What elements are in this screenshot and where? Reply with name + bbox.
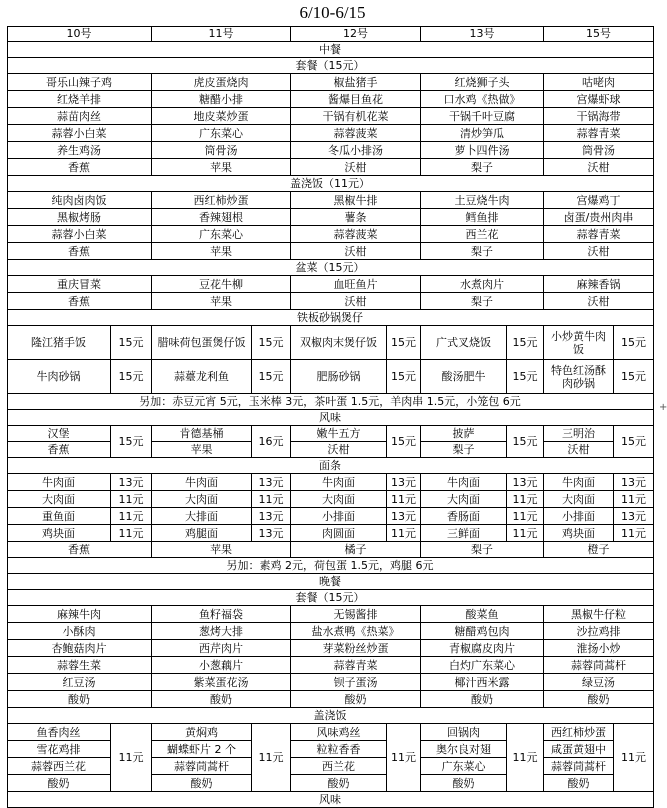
- rice-bowl-item: 广东菜心: [421, 758, 507, 775]
- menu-cell: 小酥肉: [7, 623, 152, 640]
- noodle-item: 重鱼面: [7, 508, 111, 525]
- price-cell: 11元: [507, 525, 544, 542]
- menu-cell: 蒜蓉青菜: [544, 226, 654, 243]
- menu-cell: 沃柑: [291, 293, 421, 310]
- price-cell: 11元: [614, 491, 654, 508]
- price-cell: 13元: [111, 474, 152, 491]
- subsection-title-lunch-set: 套餐（15元）: [7, 58, 654, 74]
- rice-bowl-item: 酸奶: [544, 775, 614, 792]
- menu-cell: 酸奶: [421, 691, 544, 708]
- menu-table: [7, 26, 654, 806]
- price-cell: 11元: [507, 508, 544, 525]
- price-cell: 11元: [252, 724, 291, 792]
- menu-cell: 钡子蛋汤: [291, 674, 421, 691]
- price-cell: 13元: [252, 508, 291, 525]
- price-cell: 16元: [252, 426, 291, 458]
- price-cell: 11元: [614, 525, 654, 542]
- menu-cell: 苹果: [152, 243, 291, 260]
- menu-cell: 酸奶: [7, 691, 152, 708]
- menu-cell: 纯肉卤肉饭: [7, 192, 152, 209]
- menu-cell: 冬瓜小排汤: [291, 142, 421, 159]
- menu-cell: 薯条: [291, 209, 421, 226]
- menu-cell: 沃柑: [544, 159, 654, 176]
- noodle-item: 鸡腿面: [152, 525, 252, 542]
- price-cell: 15元: [614, 426, 654, 458]
- noodle-item: 香肠面: [421, 508, 507, 525]
- claypot-dish: 腊味荷包蛋煲仔饭: [152, 326, 252, 360]
- price-cell: 11元: [387, 724, 421, 792]
- rice-bowl-item: 雪花鸡排: [7, 741, 111, 758]
- noodle-item: 鸡块面: [544, 525, 614, 542]
- menu-cell: 糖醋鸡包肉: [421, 623, 544, 640]
- menu-cell: 广东菜心: [152, 226, 291, 243]
- menu-cell: 萝卜四件汤: [421, 142, 544, 159]
- noodle-item: 肉圆面: [291, 525, 387, 542]
- price-cell: 13元: [507, 474, 544, 491]
- rice-bowl-item: 鱼香肉丝: [7, 724, 111, 741]
- flavor-item: 披萨: [421, 426, 507, 442]
- menu-cell: 杏鲍菇肉片: [7, 640, 152, 657]
- claypot-dish: 特色红汤酥肉砂锅: [544, 360, 614, 394]
- menu-cell: 蒜蓉菠菜: [291, 226, 421, 243]
- flavor-item: 肯德基桶: [152, 426, 252, 442]
- price-cell: 11元: [387, 525, 421, 542]
- menu-cell: 干锅海带: [544, 108, 654, 125]
- side-marker-icon: +: [659, 402, 667, 413]
- price-cell: 13元: [387, 508, 421, 525]
- menu-cell: 梨子: [421, 243, 544, 260]
- menu-cell: 沃柑: [544, 243, 654, 260]
- claypot-dish: 隆江猪手饭: [7, 326, 111, 360]
- menu-cell: 梨子: [421, 293, 544, 310]
- noodle-item: 大排面: [152, 508, 252, 525]
- section-title-dinner: 晚餐: [7, 574, 654, 590]
- noodle-fruit: 苹果: [152, 542, 291, 558]
- menu-cell: 酸奶: [152, 691, 291, 708]
- price-cell: 15元: [111, 426, 152, 458]
- rice-bowl-item: 粒粒香香: [291, 741, 387, 758]
- price-cell: 15元: [507, 360, 544, 394]
- menu-cell: 苹果: [152, 159, 291, 176]
- menu-cell: 蒜蓉茼蒿杆: [544, 657, 654, 674]
- menu-cell: 卤蛋/贵州肉串: [544, 209, 654, 226]
- rice-bowl-item: 蒜蓉茼蒿杆: [152, 758, 252, 775]
- menu-cell: 梨子: [421, 159, 544, 176]
- menu-cell: 黑椒牛仔粒: [544, 606, 654, 623]
- noodle-item: 大肉面: [7, 491, 111, 508]
- noodle-fruit: 橙子: [544, 542, 654, 558]
- rice-bowl-item: 风味鸡丝: [291, 724, 387, 741]
- menu-cell: 血旺鱼片: [291, 276, 421, 293]
- price-cell: 11元: [111, 724, 152, 792]
- menu-cell: 哥乐山辣子鸡: [7, 74, 152, 91]
- price-cell: 11元: [614, 724, 654, 792]
- noodle-extras-note: 另加：素鸡 2元，荷包蛋 1.5元，鸡腿 6元: [7, 558, 654, 574]
- menu-cell: 沃柑: [291, 243, 421, 260]
- menu-cell: 地皮菜炒蛋: [152, 108, 291, 125]
- subsection-title-lunch-rice: 盖浇饭（11元）: [7, 176, 654, 192]
- noodle-item: 牛肉面: [421, 474, 507, 491]
- subsection-title-dinner-set: 套餐（15元）: [7, 590, 654, 606]
- menu-cell: 葱烤大排: [152, 623, 291, 640]
- rice-bowl-item: 西兰花: [291, 758, 387, 775]
- menu-cell: 养生鸡汤: [7, 142, 152, 159]
- rice-bowl-item: 酸奶: [421, 775, 507, 792]
- menu-cell: 蒜蓉小白菜: [7, 125, 152, 142]
- noodle-item: 大肉面: [421, 491, 507, 508]
- noodle-item: 三鲜面: [421, 525, 507, 542]
- menu-cell: 盐水煮鸭《热菜》: [291, 623, 421, 640]
- menu-cell: 香蕉: [7, 293, 152, 310]
- menu-cell: 小葱藕片: [152, 657, 291, 674]
- flavor-fruit: 梨子: [421, 442, 507, 458]
- rice-bowl-item: 酸奶: [7, 775, 111, 792]
- noodle-item: 大肉面: [152, 491, 252, 508]
- page-title: 6/10-6/15: [299, 3, 366, 22]
- price-cell: 13元: [252, 474, 291, 491]
- price-cell: 15元: [614, 360, 654, 394]
- menu-cell: 广东菜心: [152, 125, 291, 142]
- noodle-item: 大肉面: [291, 491, 387, 508]
- menu-cell: 筒骨汤: [152, 142, 291, 159]
- noodle-fruit: 香蕉: [7, 542, 152, 558]
- menu-cell: 重庆冒菜: [7, 276, 152, 293]
- menu-cell: 紫菜蛋花汤: [152, 674, 291, 691]
- noodle-item: 牛肉面: [291, 474, 387, 491]
- claypot-dish: 肥肠砂锅: [291, 360, 387, 394]
- price-cell: 15元: [507, 426, 544, 458]
- flavor-fruit: 沃柑: [544, 442, 614, 458]
- menu-cell: 蒜蓉菠菜: [291, 125, 421, 142]
- rice-bowl-item: 西红柿炒蛋: [544, 724, 614, 741]
- subsection-title-dinner-rice: 盖浇饭: [7, 708, 654, 724]
- menu-cell: 黑椒烤肠: [7, 209, 152, 226]
- menu-cell: 鳕鱼排: [421, 209, 544, 226]
- section-title-lunch: 中餐: [7, 42, 654, 58]
- price-cell: 11元: [507, 724, 544, 792]
- claypot-dish: 广式叉烧饭: [421, 326, 507, 360]
- flavor-fruit: 香蕉: [7, 442, 111, 458]
- menu-cell: 宫爆鸡丁: [544, 192, 654, 209]
- menu-cell: 酸奶: [291, 691, 421, 708]
- flavor-fruit: 苹果: [152, 442, 252, 458]
- menu-cell: 香辣翅根: [152, 209, 291, 226]
- menu-cell: 白灼广东菜心: [421, 657, 544, 674]
- claypot-dish: 酸汤肥牛: [421, 360, 507, 394]
- price-cell: 11元: [111, 508, 152, 525]
- menu-cell: 黑椒牛排: [291, 192, 421, 209]
- menu-cell: 糖醋小排: [152, 91, 291, 108]
- noodle-item: 大肉面: [544, 491, 614, 508]
- menu-cell: 清炒笋瓜: [421, 125, 544, 142]
- menu-cell: 沃柑: [291, 159, 421, 176]
- price-cell: 15元: [614, 326, 654, 360]
- price-cell: 15元: [387, 326, 421, 360]
- price-cell: 13元: [614, 508, 654, 525]
- menu-cell: 豆花牛柳: [152, 276, 291, 293]
- claypot-extras-note: 另加：赤豆元宵 5元，玉米棒 3元，茶叶蛋 1.5元，羊肉串 1.5元，小笼包 6元: [7, 394, 654, 410]
- flavor-item: 嫩牛五方: [291, 426, 387, 442]
- subsection-title-basin: 盆菜（15元）: [7, 260, 654, 276]
- menu-cell: 西兰花: [421, 226, 544, 243]
- price-cell: 15元: [111, 326, 152, 360]
- noodle-fruit: 橘子: [291, 542, 421, 558]
- menu-cell: 蒜蓉生菜: [7, 657, 152, 674]
- subsection-title-claypot: 铁板砂锅煲仔: [7, 310, 654, 326]
- menu-cell: 椰汁西米露: [421, 674, 544, 691]
- price-cell: 15元: [387, 360, 421, 394]
- claypot-dish: 双椒肉末煲仔饭: [291, 326, 387, 360]
- day-header: 15号: [544, 26, 654, 42]
- rice-bowl-item: 奥尔良对翅: [421, 741, 507, 758]
- menu-cell: 沙拉鸡排: [544, 623, 654, 640]
- subsection-title-dinner-flavor: 风味: [7, 792, 654, 808]
- noodle-item: 小排面: [291, 508, 387, 525]
- menu-cell: 青椒腐皮肉片: [421, 640, 544, 657]
- rice-bowl-item: 蝴蝶虾片 2 个: [152, 741, 252, 758]
- noodle-item: 鸡块面: [7, 525, 111, 542]
- menu-cell: 筒骨汤: [544, 142, 654, 159]
- day-header: 13号: [421, 26, 544, 42]
- price-cell: 13元: [614, 474, 654, 491]
- menu-cell: 红烧羊排: [7, 91, 152, 108]
- menu-cell: 红豆汤: [7, 674, 152, 691]
- menu-cell: 香蕉: [7, 159, 152, 176]
- rice-bowl-item: 蒜蓉茼蒿杆: [544, 758, 614, 775]
- price-cell: 15元: [252, 326, 291, 360]
- price-cell: 15元: [507, 326, 544, 360]
- price-cell: 15元: [387, 426, 421, 458]
- menu-cell: 虎皮蛋烧肉: [152, 74, 291, 91]
- menu-cell: 酱爆目鱼花: [291, 91, 421, 108]
- subsection-title-noodles: 面条: [7, 458, 654, 474]
- day-header: 10号: [7, 26, 152, 42]
- menu-cell: 干锅有机花菜: [291, 108, 421, 125]
- menu-cell: 蒜蓉青菜: [291, 657, 421, 674]
- claypot-dish: 小炒黄牛肉饭: [544, 326, 614, 360]
- menu-cell: 宫爆虾球: [544, 91, 654, 108]
- day-header: 11号: [152, 26, 291, 42]
- rice-bowl-item: 黄焖鸡: [152, 724, 252, 741]
- menu-cell: 麻辣牛肉: [7, 606, 152, 623]
- menu-cell: 沃柑: [544, 293, 654, 310]
- menu-cell: 蒜蓉青菜: [544, 125, 654, 142]
- menu-cell: 西红柿炒蛋: [152, 192, 291, 209]
- menu-cell: 苹果: [152, 293, 291, 310]
- price-cell: 11元: [507, 491, 544, 508]
- rice-bowl-item: 咸蛋黄翅中: [544, 741, 614, 758]
- noodle-item: 牛肉面: [7, 474, 111, 491]
- menu-cell: 蒜苗肉丝: [7, 108, 152, 125]
- menu-cell: 酸奶: [544, 691, 654, 708]
- rice-bowl-item: 酸奶: [291, 775, 387, 792]
- price-cell: 11元: [111, 525, 152, 542]
- noodle-item: 牛肉面: [544, 474, 614, 491]
- menu-cell: 蒜蓉小白菜: [7, 226, 152, 243]
- noodle-item: 小排面: [544, 508, 614, 525]
- flavor-fruit: 沃柑: [291, 442, 387, 458]
- flavor-item: 三明治: [544, 426, 614, 442]
- menu-cell: 绿豆汤: [544, 674, 654, 691]
- noodle-item: 牛肉面: [152, 474, 252, 491]
- menu-cell: 麻辣香锅: [544, 276, 654, 293]
- menu-cell: 芽菜粉丝炒蛋: [291, 640, 421, 657]
- menu-cell: 酸菜鱼: [421, 606, 544, 623]
- menu-cell: 土豆烧牛肉: [421, 192, 544, 209]
- price-cell: 15元: [252, 360, 291, 394]
- menu-cell: 口水鸡《热做》: [421, 91, 544, 108]
- menu-cell: 水煮肉片: [421, 276, 544, 293]
- menu-cell: 椒盐猪手: [291, 74, 421, 91]
- price-cell: 13元: [387, 474, 421, 491]
- claypot-dish: 蒜薹龙利鱼: [152, 360, 252, 394]
- rice-bowl-item: 回锅肉: [421, 724, 507, 741]
- menu-cell: 鱼籽福袋: [152, 606, 291, 623]
- price-cell: 11元: [387, 491, 421, 508]
- price-cell: 13元: [252, 525, 291, 542]
- menu-cell: 无锡酱排: [291, 606, 421, 623]
- claypot-dish: 牛肉砂锅: [7, 360, 111, 394]
- menu-cell: 淮扬小炒: [544, 640, 654, 657]
- day-header: 12号: [291, 26, 421, 42]
- menu-cell: 红烧狮子头: [421, 74, 544, 91]
- menu-cell: 干锅千叶豆腐: [421, 108, 544, 125]
- flavor-item: 汉堡: [7, 426, 111, 442]
- noodle-fruit: 梨子: [421, 542, 544, 558]
- price-cell: 11元: [252, 491, 291, 508]
- price-cell: 15元: [111, 360, 152, 394]
- rice-bowl-item: 酸奶: [152, 775, 252, 792]
- subsection-title-flavor: 风味: [7, 410, 654, 426]
- menu-cell: 咕咾肉: [544, 74, 654, 91]
- menu-cell: 西芹肉片: [152, 640, 291, 657]
- price-cell: 11元: [111, 491, 152, 508]
- rice-bowl-item: 蒜蓉西兰花: [7, 758, 111, 775]
- menu-cell: 香蕉: [7, 243, 152, 260]
